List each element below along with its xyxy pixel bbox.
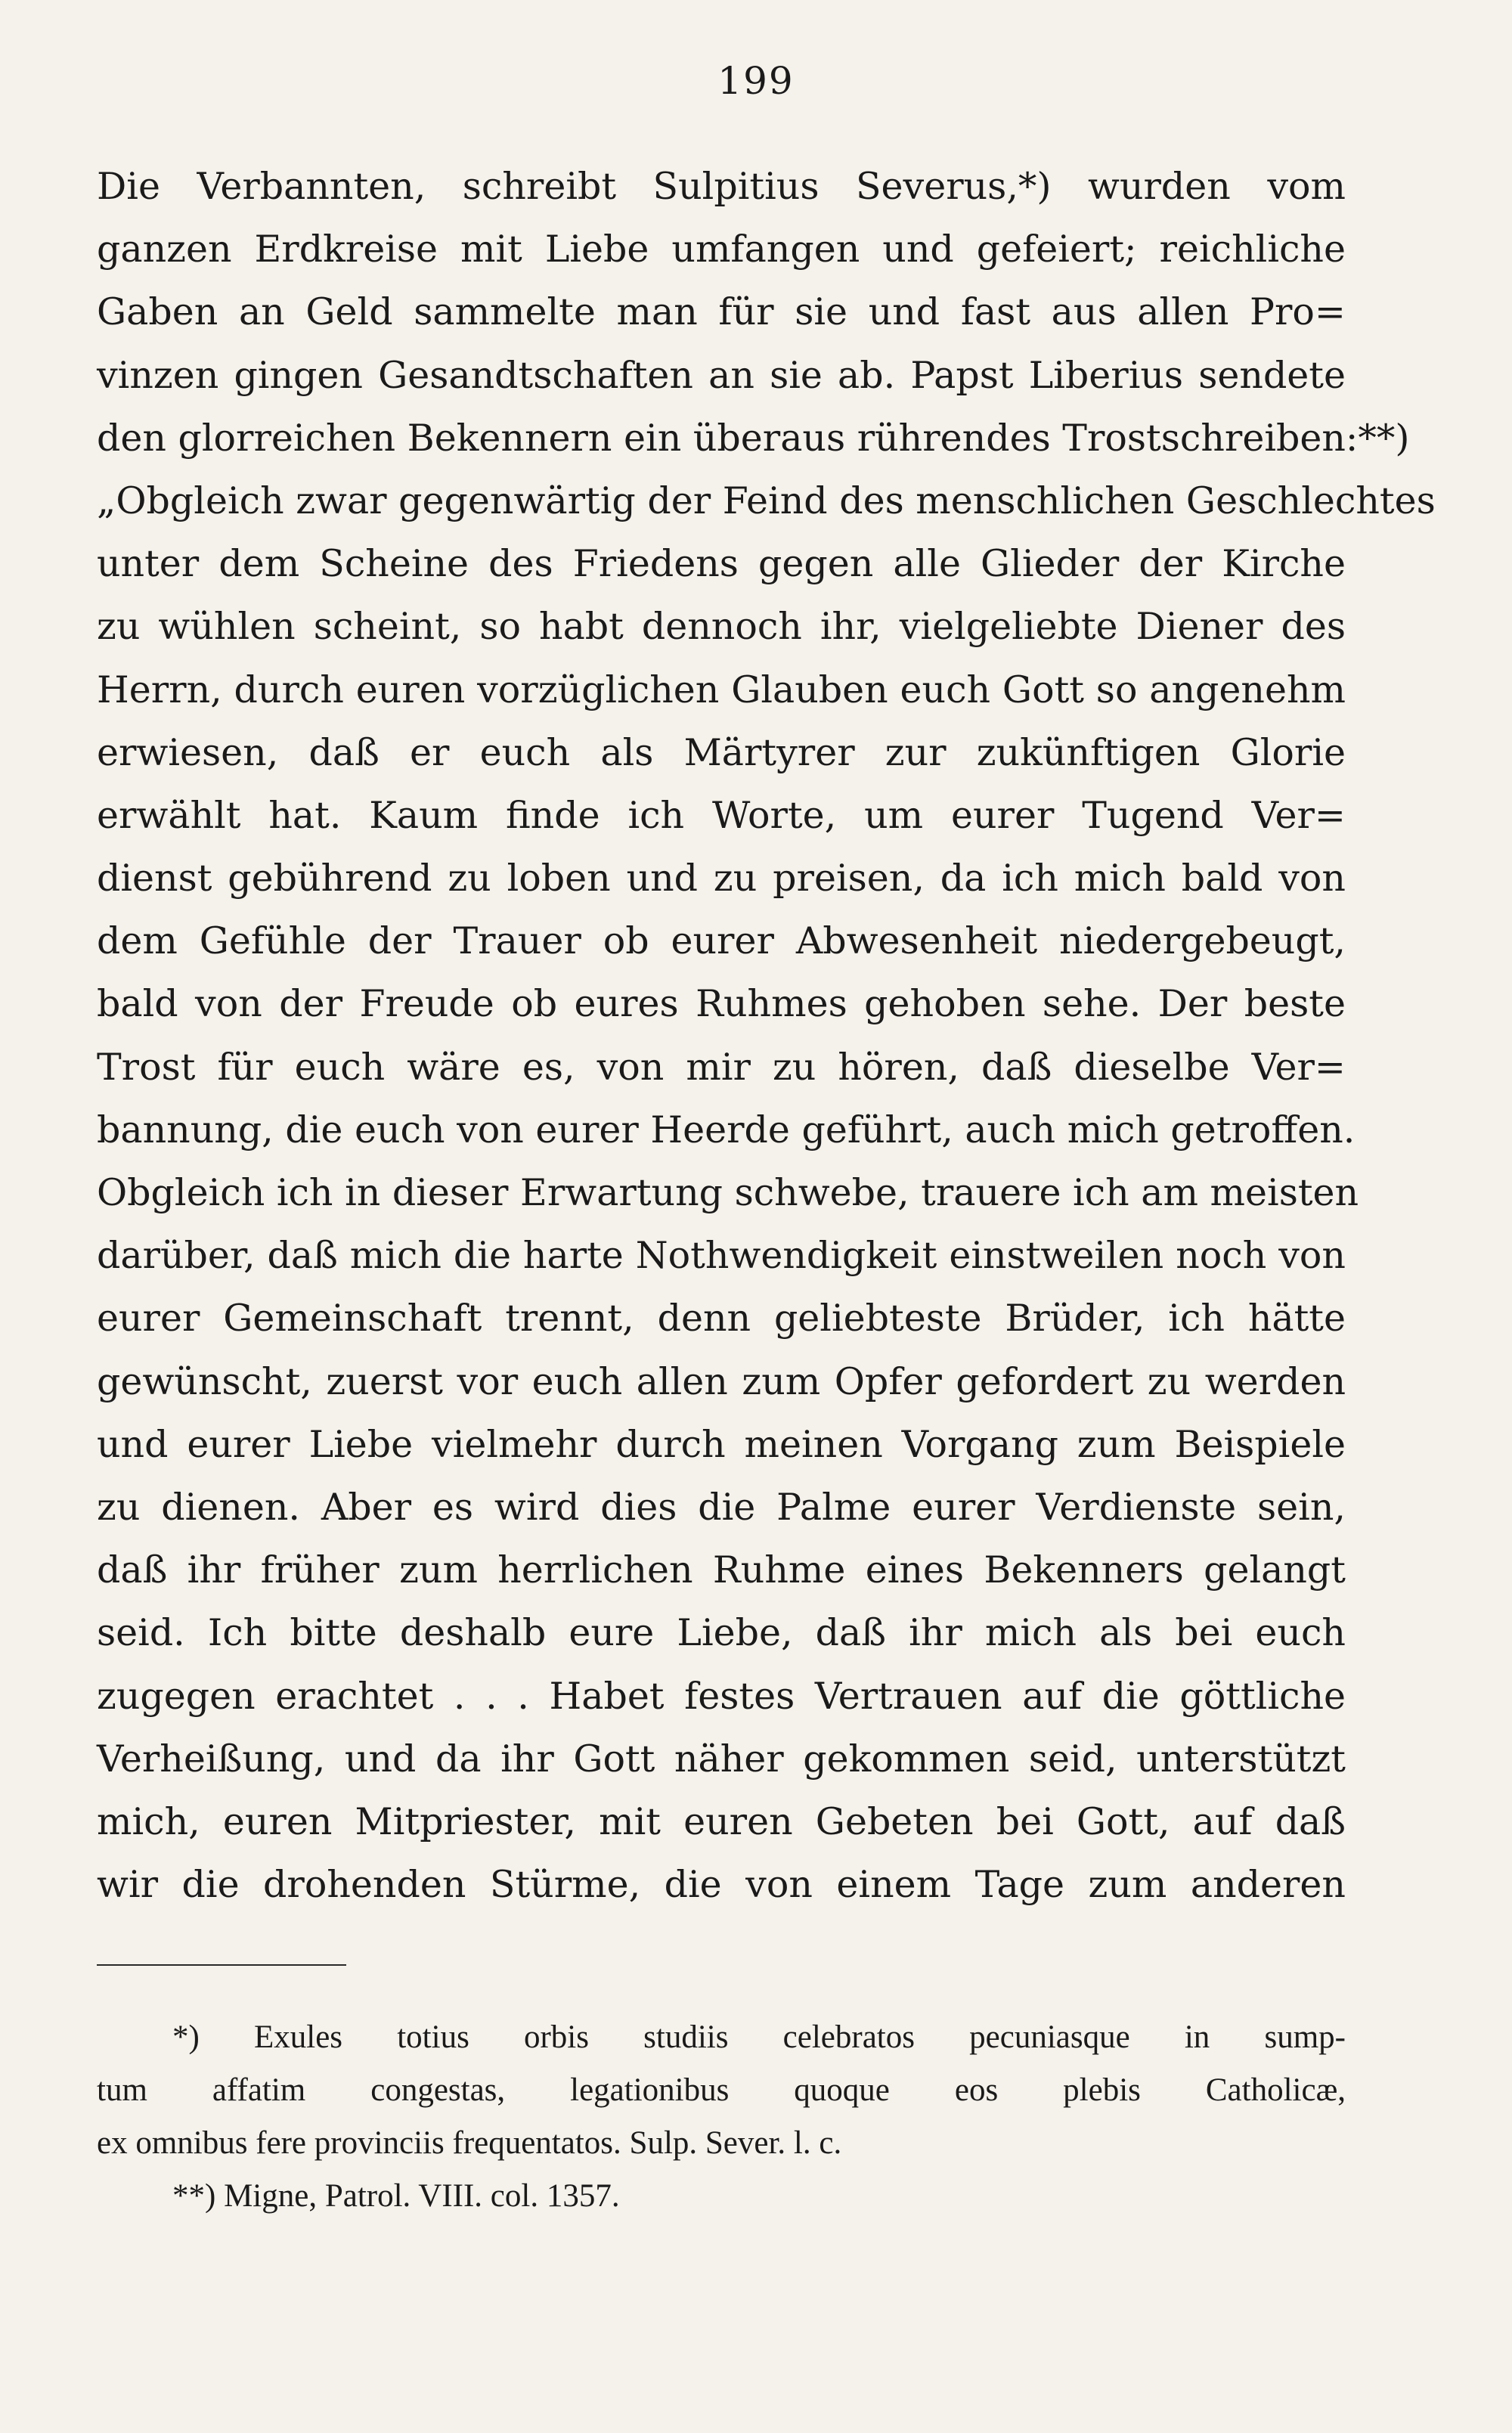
text-line: eurer Gemeinschaft trennt, denn geliebteste Brüder, ich hätte [97, 1297, 1346, 1340]
footnote-line: *) Exules totius orbis studiis celebratos pecuniasque in sump- [172, 2019, 1346, 2055]
text-line: Gaben an Geld sammelte man für sie und fast aus allen Pro= [97, 290, 1346, 334]
footnote-line: **) Migne, Patrol. VIII. col. 1357. [172, 2178, 620, 2214]
text-line: bannung, die euch von eurer Heerde geführt, auch mich getroffen. [97, 1108, 1356, 1151]
text-line: wir die drohenden Stürme, die von einem Tage zum anderen [97, 1863, 1346, 1907]
text-line: Die Verbannten, schreibt Sulpitius Severus,*) wurden vom [97, 165, 1346, 208]
text-line: mich, euren Mitpriester, mit euren Gebeten bei Gott, auf daß [97, 1799, 1346, 1843]
text-line: Herrn, durch euren vorzüglichen Glauben euch Gott so angenehm [97, 668, 1346, 711]
text-line: erwiesen, daß er euch als Märtyrer zur zukünftigen Glorie [97, 730, 1346, 774]
text-line: seid. Ich bitte deshalb eure Liebe, daß ihr mich als bei euch [97, 1611, 1346, 1655]
text-line: daß ihr früher zum herrlichen Ruhme eines Bekenners gelangt [97, 1548, 1346, 1592]
text-line: dem Gefühle der Trauer ob eurer Abwesenheit niedergebeugt, [97, 919, 1346, 963]
main-text-block [97, 155, 1436, 1916]
text-line: Obgleich ich in dieser Erwartung schwebe, trauere ich am meisten [97, 1171, 1359, 1214]
text-line: dienst gebührend zu loben und zu preisen, da ich mich bald von [97, 857, 1346, 900]
footnote-line: tum affatim congestas, legationibus quoque eos plebis Catholicæ, [97, 2072, 1346, 2108]
text-line: unter dem Scheine des Friedens gegen alle Glieder der Kirche [97, 542, 1346, 586]
text-line: Verheißung, und da ihr Gott näher gekommen seid, unterstützt [97, 1737, 1346, 1781]
text-line: bald von der Freude ob eures Ruhmes gehoben sehe. Der beste [97, 982, 1346, 1026]
text-line: erwählt hat. Kaum finde ich Worte, um eurer Tugend Ver= [97, 793, 1346, 837]
text-line: den glorreichen Bekennern ein überaus rührendes Trostschreiben:**) [97, 416, 1410, 460]
text-line: und eurer Liebe vielmehr durch meinen Vorgang zum Beispiele [97, 1422, 1346, 1466]
footnote-line: ex omnibus fere provinciis frequentatos. Sulp. Sever. l. c. [97, 2125, 842, 2161]
text-line: zu wühlen scheint, so habt dennoch ihr, vielgeliebte Diener des [97, 605, 1346, 649]
text-line: darüber, daß mich die harte Nothwendigkeit einstweilen noch von [97, 1234, 1346, 1278]
text-line: „Obgleich zwar gegenwärtig der Feind des menschlichen Geschlechtes [97, 479, 1436, 522]
page-number: 199 [717, 59, 795, 103]
text-line: zu dienen. Aber es wird dies die Palme eurer Verdienste sein, [97, 1485, 1346, 1529]
text-line: Trost für euch wäre es, von mir zu hören, daß dieselbe Ver= [97, 1045, 1346, 1089]
text-line: vinzen gingen Gesandtschaften an sie ab. Papst Liberius sendete [97, 353, 1346, 397]
text-line: gewünscht, zuerst vor euch allen zum Opfer gefordert zu werden [97, 1359, 1346, 1403]
text-line: ganzen Erdkreise mit Liebe umfangen und gefeiert; reichliche [97, 228, 1346, 271]
text-line: zugegen erachtet . . . Habet festes Vertrauen auf die göttliche [97, 1674, 1346, 1718]
footnote-divider [97, 1964, 346, 1966]
footnotes-block [97, 2011, 1346, 2223]
